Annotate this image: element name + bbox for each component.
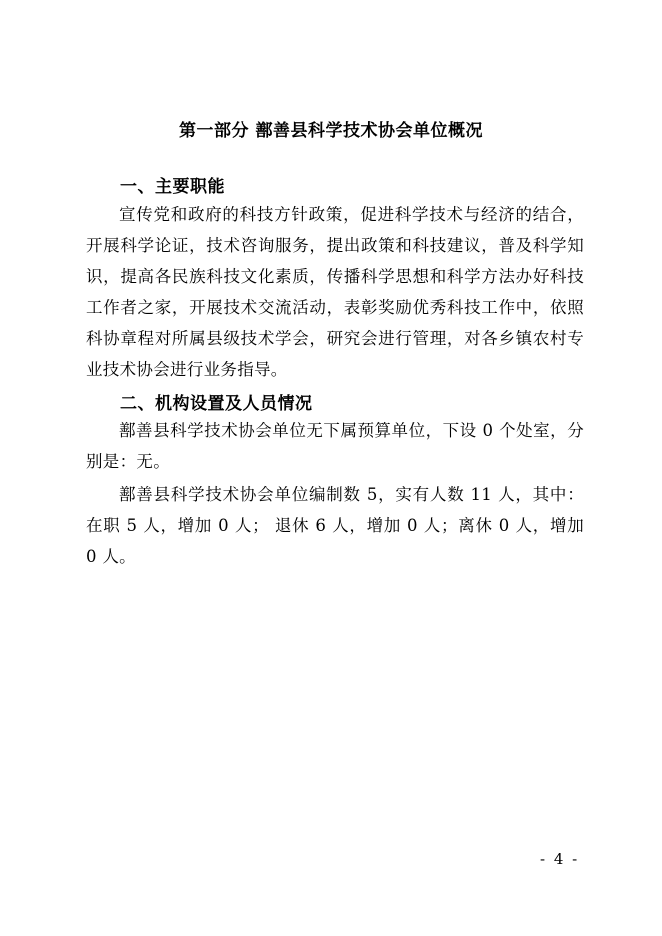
paragraph-staffing: 鄯善县科学技术协会单位编制数 5，实有人数 11 人，其中：在职 5 人，增加 0 人； 退休 6 人，增加 0 人；离休 0 人，增加 0 人。 bbox=[86, 485, 584, 566]
page-title: 第一部分 鄯善县科学技术协会单位概况 bbox=[179, 121, 483, 141]
paragraph-main-functions: 宣传党和政府的科技方针政策，促进科学技术与经济的结合，开展科学论证，技术咨询服务，提出政策和科技建议，普及科学知识，提高各民族科技文化素质，传播科学思想和科学方法办好科技工作者之家，开展技术交流活动，表彰奖励优秀科技工作中，依照科协章程对所属县级技术学会，研究会进行管理，对各乡镇农村专业技术协会进行业务指导。 bbox=[86, 205, 584, 379]
page-number: - 4 - bbox=[540, 850, 580, 868]
paragraph-organization-units: 鄯善县科学技术协会单位无下属预算单位，下设 0 个处室，分别是：无。 bbox=[86, 421, 584, 471]
section-heading-main-functions: 一、主要职能 bbox=[120, 177, 225, 197]
section-heading-organization: 二、机构设置及人员情况 bbox=[120, 394, 313, 414]
